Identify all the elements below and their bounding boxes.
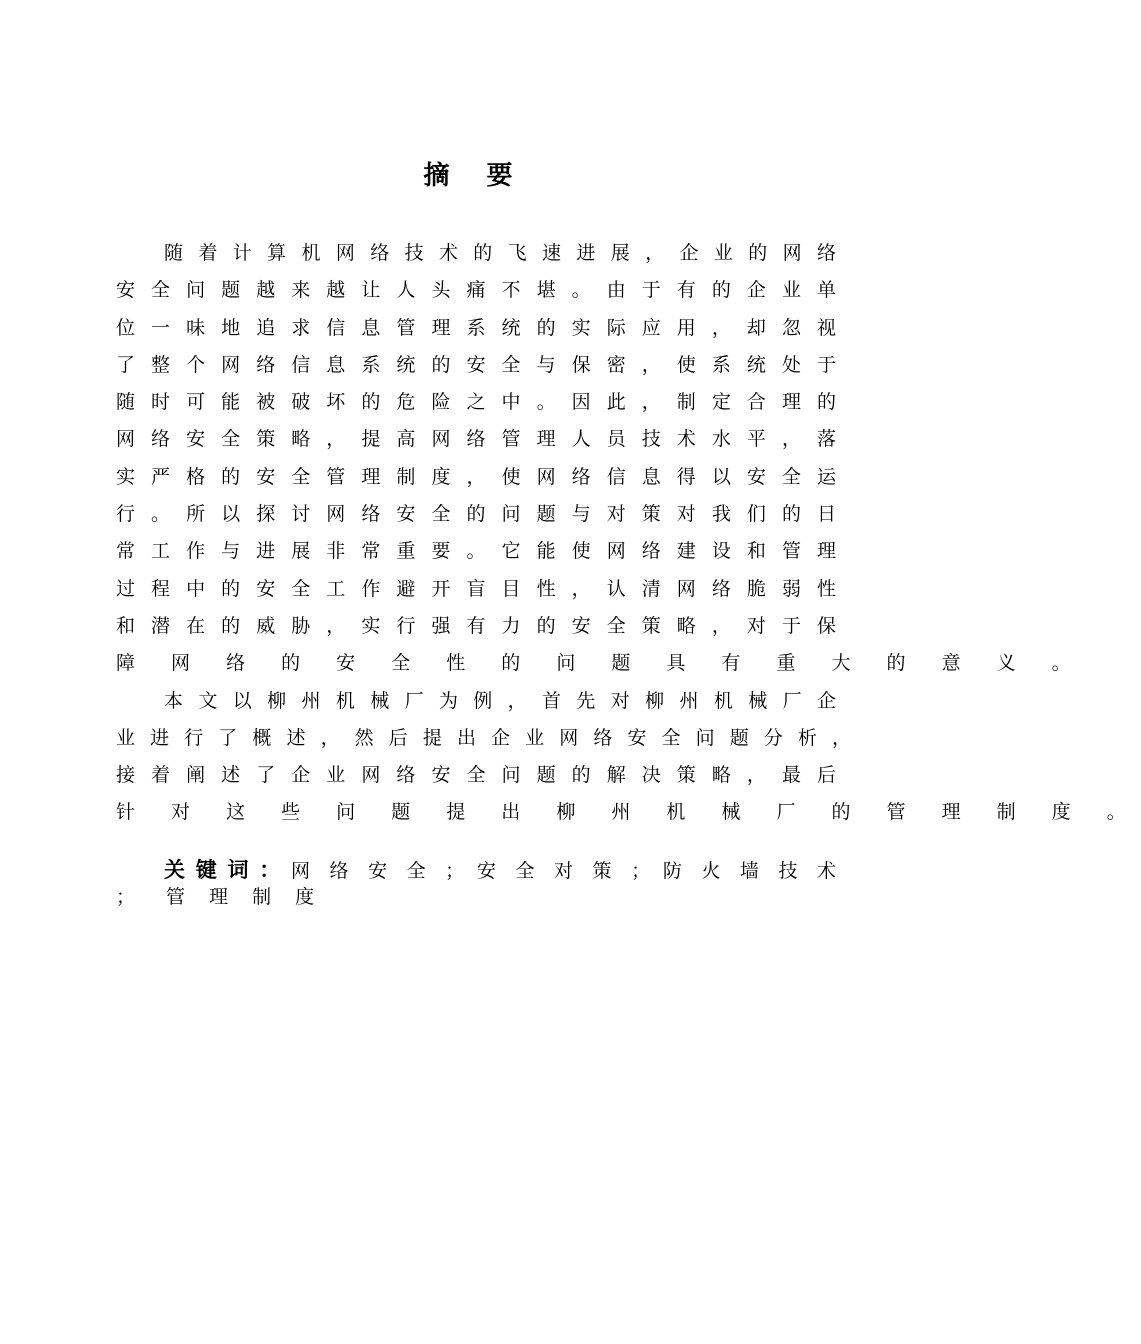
abstract-line: 业 进 行 了 概 述 ， 然 后 提 出 企 业 网 络 安 全 问 题 分 析 ，: [116, 726, 851, 749]
abstract-line: 网 络 安 全 策 略 ， 提 高 网 络 管 理 人 员 技 术 水 平 ， 落: [116, 428, 836, 451]
keywords-line: [116, 855, 836, 885]
abstract-line: 和 潜 在 的 威 胁 ， 实 行 强 有 力 的 安 全 策 略 ， 对 于 保: [116, 614, 836, 637]
abstract-line: 位 一 味 地 追 求 信 息 管 理 系 统 的 实 际 应 用 ， 却 忽 视: [116, 316, 836, 339]
abstract-title: 摘 要: [423, 161, 527, 191]
abstract-line: 实 严 格 的 安 全 管 理 制 度 ， 使 网 络 信 息 得 以 安 全 运: [116, 465, 836, 488]
abstract-line: 障 网 络 的 安 全 性 的 问 题 具 有 重 大 的 意 义 。: [116, 652, 1086, 675]
abstract-line: 安 全 问 题 越 来 越 让 人 头 痛 不 堪 。 由 于 有 的 企 业 单: [116, 279, 836, 302]
keywords-section: [116, 855, 836, 909]
abstract-line: 随 时 可 能 被 破 坏 的 危 险 之 中 。 因 此 ， 制 定 合 理 的: [116, 391, 836, 414]
abstract-line: 了 整 个 网 络 信 息 系 统 的 安 全 与 保 密 ， 使 系 统 处 于: [116, 353, 836, 376]
keywords-line-2: [116, 885, 836, 909]
abstract-line: 本 文 以 柳 州 机 械 厂 为 例 ， 首 先 对 柳 州 机 械 厂 企: [164, 689, 836, 712]
abstract-line: 接 着 阐 述 了 企 业 网 络 安 全 问 题 的 解 决 策 略 ， 最 后: [116, 764, 836, 787]
abstract-line: 过 程 中 的 安 全 工 作 避 开 盲 目 性 ， 认 清 网 络 脆 弱 性: [116, 577, 836, 600]
abstract-line: 常 工 作 与 进 展 非 常 重 要 。 它 能 使 网 络 建 设 和 管 理: [116, 540, 836, 563]
abstract-line: 随 着 计 算 机 网 络 技 术 的 飞 速 进 展 ， 企 业 的 网 络: [164, 242, 836, 264]
abstract-line: 针 对 这 些 问 题 提 出 柳 州 机 械 厂 的 管 理 制 度 。: [116, 801, 1141, 824]
abstract-line: 行 。 所 以 探 讨 网 络 安 全 的 问 题 与 对 策 对 我 们 的 日: [116, 503, 836, 526]
keywords-separator: ；: [116, 886, 145, 908]
keywords-label: 关键词：: [164, 858, 291, 882]
keywords-list: 网 络 安 全 ； 安 全 对 策 ； 防 火 墙 技 术: [291, 860, 837, 882]
keywords-list-continued: 管 理 制 度: [166, 886, 324, 908]
abstract-body: [116, 235, 1141, 832]
